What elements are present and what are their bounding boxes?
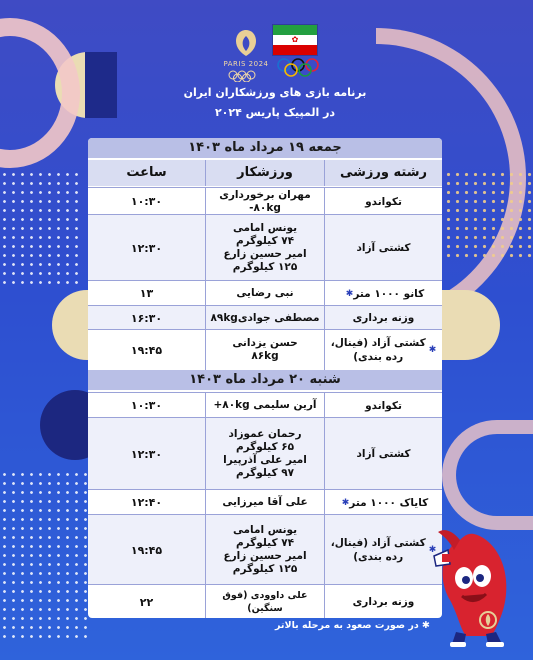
column-time: ساعت	[88, 160, 205, 186]
athlete-cell: مهران برخورداری ۸۰kg-	[205, 188, 325, 215]
athlete-cell: علی آقا میرزایی	[205, 490, 325, 515]
column-sport: رشته ورزشی	[325, 160, 442, 186]
table-row	[88, 392, 442, 418]
bg-dots-left-upper	[0, 170, 80, 290]
table-row	[88, 214, 442, 281]
time-cell: ۲۲	[139, 595, 154, 609]
table-row	[88, 489, 442, 515]
asterisk-icon: ✱	[345, 288, 354, 299]
asterisk-icon: ✱	[418, 620, 430, 631]
athlete-cell: علی داوودی (فوق سنگین)	[205, 585, 325, 618]
sport-cell: وزنه برداری	[352, 596, 415, 608]
bg-pink-ring-right	[442, 420, 533, 530]
table-row	[88, 305, 442, 330]
sport-cell: ✱ کشتی آزاد (فینال، رده بندی)	[330, 537, 437, 563]
time-cell: ۱۹:۴۵	[130, 343, 163, 357]
time-cell: ۱۲:۳۰	[130, 241, 163, 255]
athlete-cell: نبی رضایی	[205, 281, 325, 306]
asterisk-icon: ✱	[428, 545, 437, 555]
sport-cell: کانو ۱۰۰۰ متر ✱	[345, 287, 425, 300]
title-line-2: در المپیک پاریس ۲۰۲۴	[214, 106, 336, 119]
asterisk-icon: ✱	[428, 345, 437, 355]
paris-2024-logo	[218, 26, 274, 80]
athlete-cell: رحمان عموزاد ۶۵ کیلوگرم امیر علی آذرپیرا ۹۷ کیلوگرم	[205, 418, 325, 490]
header	[0, 0, 533, 138]
time-cell: ۱۳	[139, 287, 154, 300]
olympic-rings-icon	[276, 58, 320, 78]
table-row	[88, 584, 442, 618]
bg-dots-right	[444, 170, 533, 260]
iran-flag-icon: ✿	[273, 25, 317, 55]
table-row	[88, 514, 442, 585]
table-row	[88, 280, 442, 306]
athlete-cell: حسن یزدانی ۸۶kg	[205, 330, 325, 370]
athlete-cell: مصطفی جوادی۸۹kg	[205, 306, 325, 330]
schedule-table	[88, 138, 442, 618]
footnote: ✱ در صورت صعود به مرحله بالاتر	[275, 620, 430, 631]
small-olympic-rings-icon	[226, 70, 266, 82]
asterisk-icon: ✱	[341, 497, 350, 508]
athlete-cell: یونس امامی ۷۴ کیلوگرم امیر حسین زارع ۱۲۵ کیلوگرم	[205, 215, 325, 281]
bg-cream-half-left	[52, 290, 92, 360]
athlete-cell: آرین سلیمی ۸۰kg+	[205, 393, 325, 418]
sport-cell: تکواندو	[365, 399, 402, 412]
time-cell: ۱۲:۳۰	[130, 447, 163, 461]
day-2-header: شنبه ۲۰ مرداد ماه ۱۴۰۳	[88, 370, 442, 390]
table-row	[88, 329, 442, 370]
bg-cream-half-right	[440, 290, 500, 360]
table-row	[88, 417, 442, 490]
athlete-cell: یونس امامی ۷۴ کیلوگرم امیر حسین زارع ۱۲۵ کیلوگرم	[205, 515, 325, 585]
time-cell: ۱۹:۴۵	[130, 543, 163, 557]
time-cell: ۱۰:۳۰	[130, 195, 163, 208]
sport-cell: ✱ کشتی آزاد (فینال، رده بندی)	[330, 337, 437, 363]
sport-cell: کشتی آزاد	[356, 242, 411, 254]
sport-cell: وزنه برداری	[352, 312, 415, 324]
time-cell: ۱۰:۳۰	[130, 399, 163, 412]
sport-cell: کشتی آزاد	[356, 448, 411, 460]
paris-2024-text: PARIS 2024	[223, 60, 269, 68]
column-athlete: ورزشکار	[205, 160, 325, 186]
phryge-mascot-icon	[430, 520, 522, 648]
title-line-1: برنامه بازی های ورزشکاران ایران	[183, 86, 367, 99]
sport-cell: تکواندو	[365, 195, 402, 208]
sport-cell: کایاک ۱۰۰۰ متر ✱	[341, 496, 429, 509]
time-cell: ۱۶:۳۰	[130, 311, 163, 325]
day-1-header: جمعه ۱۹ مرداد ماه ۱۴۰۳	[88, 138, 442, 158]
bg-dots-left-lower	[0, 470, 90, 640]
paris-flame-icon	[218, 26, 274, 60]
time-cell: ۱۲:۴۰	[130, 496, 163, 509]
table-row	[88, 187, 442, 215]
